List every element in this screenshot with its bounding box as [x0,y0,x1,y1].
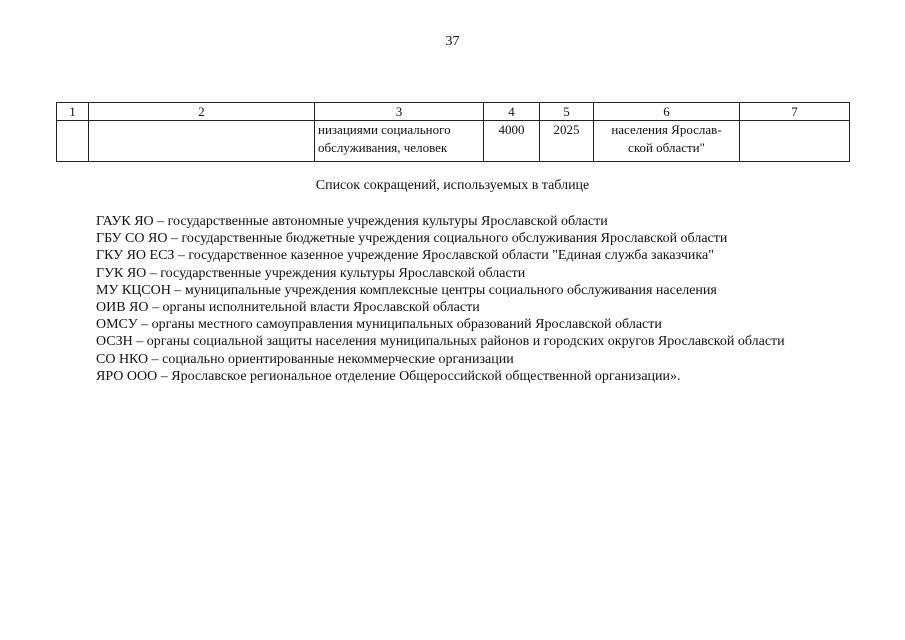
column-header: 2 [89,103,315,121]
column-header: 4 [484,103,540,121]
abbreviations-list [96,213,785,385]
abbreviation-item: ГУК ЯО – государственные учреждения культуры Ярославской области [96,265,526,281]
table-cell-indicator [315,121,484,162]
table-cell-value: 4000 [484,121,540,162]
column-header: 7 [740,103,850,121]
abbreviation-item: МУ КЦСОН – муниципальные учреждения комплексные центры социального обслуживания населения [96,282,717,298]
indicator-line: обслуживания, человек [318,140,448,155]
abbreviation-item: ГАУК ЯО – государственные автономные учреждения культуры Ярославской области [96,214,608,229]
goal-line: населения Ярослав- [611,122,722,137]
abbreviation-item: ГБУ СО ЯО – государственные бюджетные учреждения социального обслуживания Ярославской области [96,231,728,247]
goal-line: ской области" [628,140,705,155]
abbreviation-item: ОСЗН – органы социальной защиты населения муниципальных районов и городских округов Ярославской области [96,334,785,350]
indicator-line: низациями социального [318,122,451,137]
table-cell [57,121,89,162]
abbreviations-title: Список сокращений, используемых в таблице [315,178,590,193]
abbreviation-item: ЯРО ООО – Ярославское региональное отделение Общероссийской общественной организации». [96,368,681,384]
column-header: 5 [540,103,594,121]
abbreviation-item: СО НКО – социально ориентированные некоммерческие организации [96,351,514,367]
abbreviation-item: ГКУ ЯО ЕСЗ – государственное казенное учреждение Ярославской области "Единая служба заказчика" [96,248,714,264]
column-header: 1 [57,103,89,121]
table-cell-goal [594,121,740,162]
column-header: 6 [594,103,740,121]
abbreviation-item: ОМСУ – органы местного самоуправления муниципальных образований Ярославской области [96,317,662,333]
table-cell [740,121,850,162]
column-header: 3 [315,103,484,121]
table-cell [89,121,315,162]
table-cell-year: 2025 [540,121,594,162]
table-row [57,121,850,162]
abbreviation-item: ОИВ ЯО – органы исполнительной власти Ярославской области [96,300,480,316]
page-number: 37 [445,34,460,49]
continuation-table [56,102,850,162]
table-header-row [57,103,850,121]
